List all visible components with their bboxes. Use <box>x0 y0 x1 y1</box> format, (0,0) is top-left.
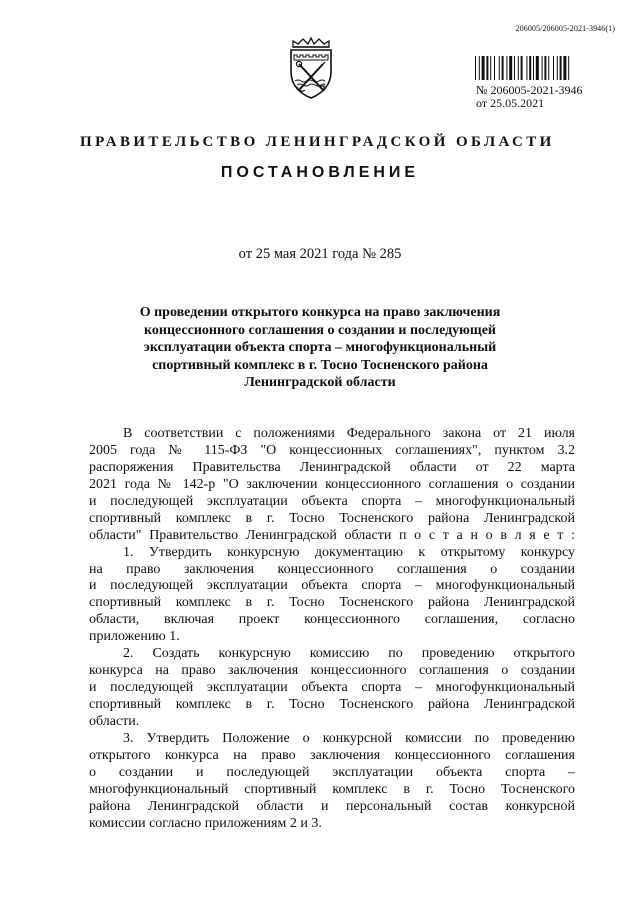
text-line: на право заключения концессионного соглашения о создании <box>89 561 575 577</box>
barcode-bar <box>494 56 495 80</box>
barcode-bar <box>514 56 515 80</box>
text-line: и последующей эксплуатации объекта спорта – многофункциональный <box>89 493 575 509</box>
text-line: района Ленинградской области и персональный состав конкурсной <box>89 798 575 814</box>
government-title: ПРАВИТЕЛЬСТВО ЛЕНИНГРАДСКОЙ ОБЛАСТИ <box>80 134 555 150</box>
barcode-bar <box>536 56 539 80</box>
subject-line: эксплуатации объекта спорта – многофункциональный <box>143 340 497 356</box>
barcode-bar <box>499 56 500 80</box>
text-line: комиссии согласно приложениям 2 и 3. <box>89 815 322 831</box>
preamble-paragraph <box>89 426 575 545</box>
barcode-bar <box>542 56 543 80</box>
registration-number: № 206005-2021-3946 <box>476 83 583 97</box>
text-line: области" Правительство Ленинградской области п о с т а н о в л я е т : <box>89 527 575 543</box>
registration-date: от 25.05.2021 <box>476 96 545 110</box>
barcode-bar <box>502 56 504 80</box>
text-line: спортивный комплекс в г. Тосно Тосненского района Ленинградской <box>89 697 575 712</box>
text-line: многофункциональный спортивный комплекс в г. Тосно Тосненского <box>89 781 575 797</box>
barcode-bar <box>479 56 480 80</box>
clause-3-paragraph <box>89 731 575 833</box>
text-line: области, включая проект концессионного соглашения, согласно <box>89 612 575 628</box>
text-line: распоряжения Правительства Ленинградской области от 22 марта <box>89 459 575 475</box>
barcode-bar <box>521 56 523 80</box>
text-line: 2005 года № 115-ФЗ "О концессионных соглашениях", пунктом 3.2 <box>89 442 575 458</box>
barcode-bar <box>553 56 554 80</box>
barcode-bar <box>486 56 488 80</box>
barcode-bar <box>544 56 546 80</box>
text-line: 2021 года № 142-р "О заключении концессионного соглашения о создании <box>89 476 575 492</box>
text-line: спортивный комплекс в г. Тосно Тосненского района Ленинградской <box>89 510 575 526</box>
text-line: о создании и последующей эксплуатации объекта спорта – <box>89 764 575 780</box>
barcode-bar <box>475 56 476 80</box>
barcode-bar <box>548 56 549 80</box>
barcode-bar <box>482 56 485 80</box>
barcode-icon <box>474 56 615 80</box>
text-line: спортивный комплекс в г. Тосно Тосненского района Ленинградской <box>89 595 575 611</box>
decree-body <box>89 426 575 833</box>
subject-line: Ленинградской области <box>244 375 396 391</box>
barcode-bar <box>506 56 507 80</box>
subject-line: концессионного соглашения о создании и последующей <box>144 322 496 338</box>
clause-2-paragraph <box>89 646 575 731</box>
barcode-bar <box>563 56 566 80</box>
coat-of-arms-icon <box>283 36 339 100</box>
text-line: и последующей эксплуатации объекта спорта – многофункциональный <box>89 680 575 696</box>
barcode-bar <box>509 56 512 80</box>
barcode-bar <box>518 56 519 80</box>
barcode-bar <box>526 56 527 80</box>
text-line: 3. Утвердить Положение о конкурсной комиссии по проведению <box>123 730 575 746</box>
subject-line: О проведении открытого конкурса на право заключения <box>139 305 501 320</box>
document-type: ПОСТАНОВЛЕНИЕ <box>220 164 420 181</box>
barcode-bar <box>557 56 558 80</box>
text-line: 2. Создать конкурсную комиссию по проведению открытого <box>123 646 575 662</box>
barcode-bar <box>490 56 491 80</box>
decree-subject <box>96 304 544 392</box>
text-line: приложению 1. <box>89 629 180 645</box>
barcode-bar <box>529 56 531 80</box>
subject-line: спортивный комплекс в г. Тосно Тосненского района <box>152 357 488 373</box>
clause-1-paragraph <box>89 545 575 647</box>
barcode-bar <box>568 56 569 80</box>
barcode-bar <box>560 56 562 80</box>
text-line: и последующей эксплуатации объекта спорта – многофункциональный <box>89 578 575 594</box>
decree-date-number: от 25 мая 2021 года № 285 <box>238 246 402 262</box>
text-line: 1. Утвердить конкурсную документацию к открытому конкурсу <box>123 544 575 560</box>
text-line: В соответствии с положениями Федерального закона от 21 июля <box>123 426 575 441</box>
text-line: конкурса на право заключения концессионного соглашения о создании <box>89 663 575 679</box>
registry-code: 206005/206005-2021-3946(1) <box>515 24 615 33</box>
barcode-bar <box>533 56 534 80</box>
text-line: открытого конкурса на право заключения концессионного соглашения <box>89 747 575 763</box>
text-line: области. <box>89 713 140 729</box>
